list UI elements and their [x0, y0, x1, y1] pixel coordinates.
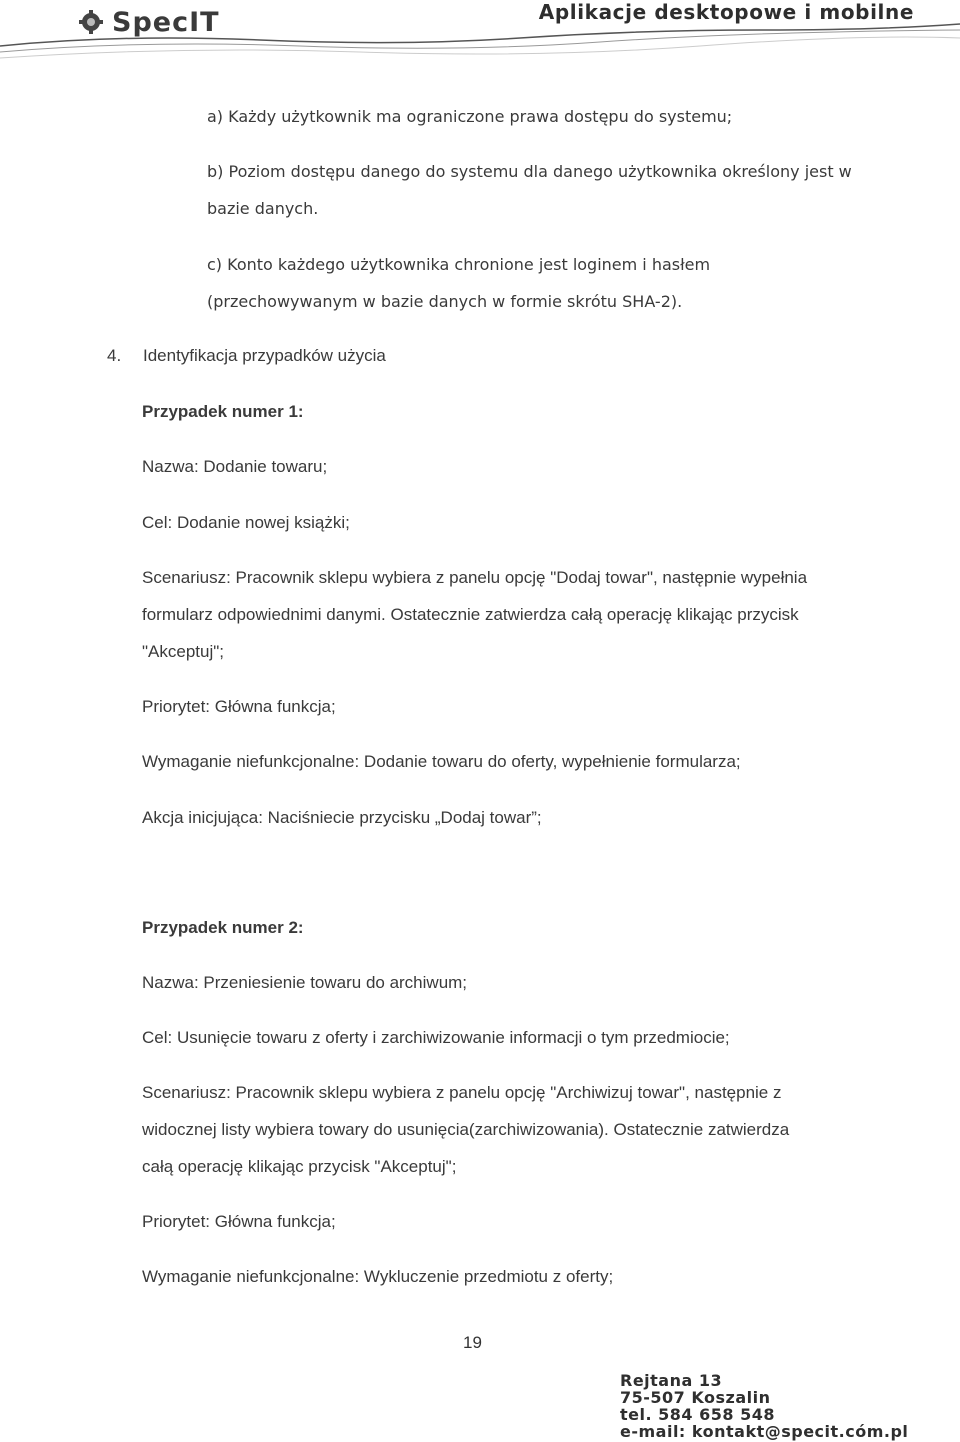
page-number: 19: [463, 1333, 482, 1352]
case2-scenario-line3: całą operację klikając przycisk "Akceptuj";: [142, 1157, 457, 1176]
case2-goal: Cel: Usunięcie towaru z oferty i zarchiwizowanie informacji o tym przedmiocie;: [142, 1028, 730, 1047]
list-item-c-line1: c) Konto każdego użytkownika chronione jest loginem i hasłem: [207, 255, 711, 274]
case1-goal: Cel: Dodanie nowej książki;: [142, 513, 350, 532]
logo-text: SpecIT: [112, 6, 220, 38]
case2-nonfunctional: Wymaganie niefunkcjonalne: Wykluczenie przedmiotu z oferty;: [142, 1267, 614, 1286]
case1-scenario-line2: formularz odpowiednimi danymi. Ostatecznie zatwierdza całą operację klikając przycisk: [142, 605, 799, 624]
case2-scenario-line1: Scenariusz: Pracownik sklepu wybiera z panelu opcję "Archiwizuj towar", następnie z: [142, 1083, 782, 1102]
case2-scenario-line2: widocznej listy wybiera towary do usunięcia(zarchiwizowania). Ostatecznie zatwierdza: [142, 1120, 790, 1139]
list-item-b-line2: bazie danych.: [207, 199, 319, 218]
case1-nonfunctional: Wymaganie niefunkcjonalne: Dodanie towaru do oferty, wypełnienie formularza;: [142, 752, 741, 771]
section-title: Identyfikacja przypadków użycia: [143, 346, 386, 365]
footer-city: 75-507 Koszalin: [620, 1388, 771, 1407]
case1-name: Nazwa: Dodanie towaru;: [142, 457, 328, 476]
header-tagline: Aplikacje desktopowe i mobilne: [538, 0, 914, 24]
case1-priority: Priorytet: Główna funkcja;: [142, 697, 336, 716]
gear-icon: [76, 10, 106, 34]
footer-street: Rejtana 13: [620, 1371, 723, 1390]
case1-trigger: Akcja inicjująca: Naciśniecie przycisku „Dodaj towar”;: [142, 808, 542, 827]
list-item-c-line2: (przechowywanym w bazie danych w formie skrótu SHA-2).: [207, 292, 683, 311]
page-header: [0, 0, 960, 62]
case2-name: Nazwa: Przeniesienie towaru do archiwum;: [142, 973, 468, 992]
specit-logo: [76, 6, 220, 38]
footer-email: e-mail: kontakt@specit.cóm.pl: [620, 1422, 909, 1441]
case1-scenario-line3: "Akceptuj";: [142, 642, 224, 661]
case2-priority: Priorytet: Główna funkcja;: [142, 1212, 336, 1231]
footer-phone: tel. 584 658 548: [620, 1405, 775, 1424]
list-item-a: a) Każdy użytkownik ma ograniczone prawa dostępu do systemu;: [207, 107, 733, 126]
case1-heading: Przypadek numer 1:: [142, 402, 304, 421]
case2-heading: Przypadek numer 2:: [142, 918, 304, 937]
footer-contact: [620, 1372, 908, 1440]
list-item-b-line1: b) Poziom dostępu danego do systemu dla danego użytkownika określony jest w: [207, 162, 852, 181]
case1-scenario-line1: Scenariusz: Pracownik sklepu wybiera z panelu opcję "Dodaj towar", następnie wypełnia: [142, 568, 808, 587]
section-number: 4.: [107, 346, 122, 365]
